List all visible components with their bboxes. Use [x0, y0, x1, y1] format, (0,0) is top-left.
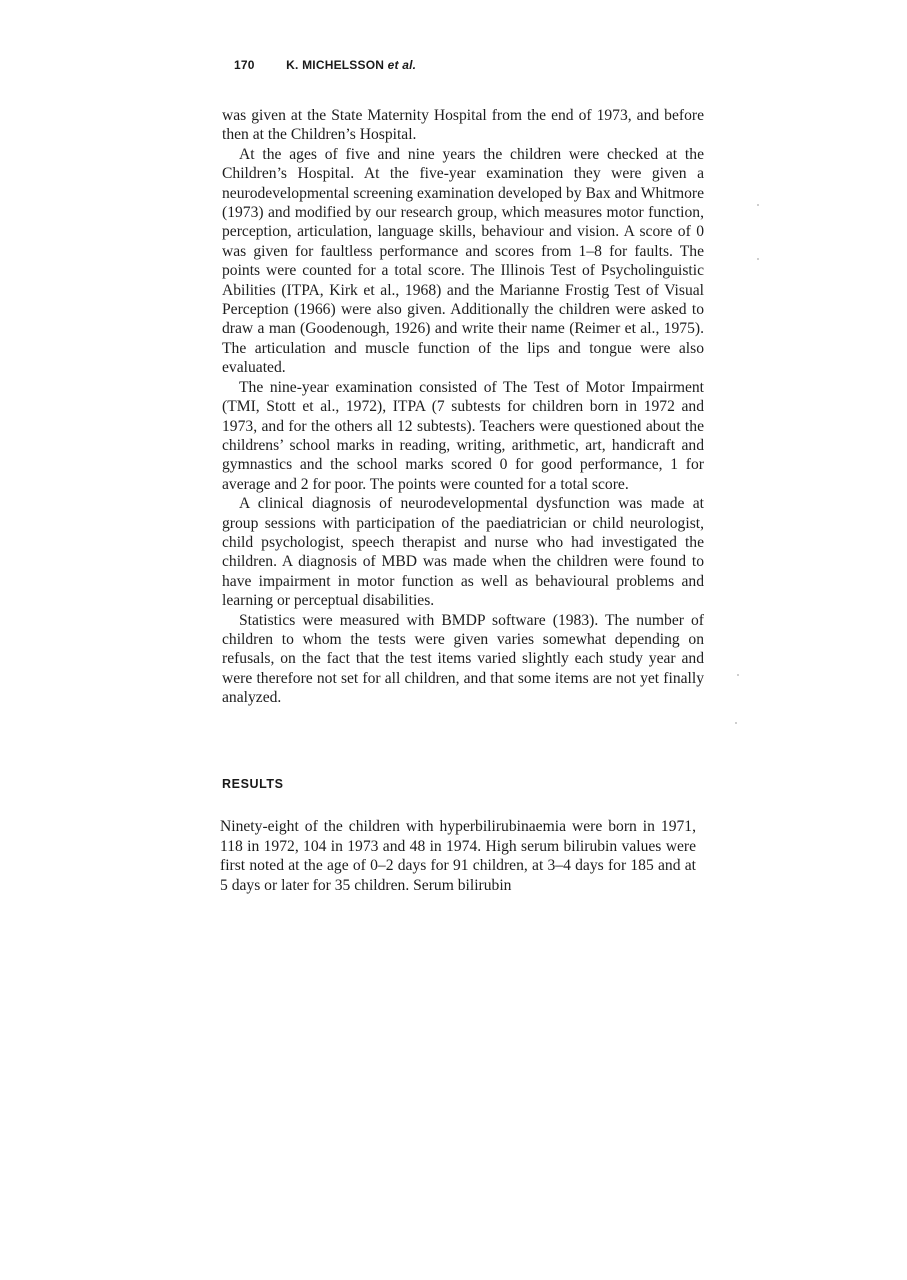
scan-speck: [757, 258, 759, 260]
section-heading-results: RESULTS: [222, 777, 284, 791]
paragraph-five-year-exam: At the ages of five and nine years the children were checked at the Children’s Hospital. At the five-year examination they were given a neurodevelopmental screening examination developed by Bax and Whitmore (1973) and modified by our research group, which measures motor function, perception, articulation, language skills, behaviour and vision. A score of 0 was given for faultless performance and scores from 1–8 for faults. The points were counted for a total score. The Illinois Test of Psycholinguistic Abilities (ITPA, Kirk et al., 1968) and the Marianne Frostig Test of Visual Perception (1966) were also given. Additionally the children were asked to draw a man (Goodenough, 1926) and write their name (Reimer et al., 1975). The articulation and muscle function of the lips and tongue were also evaluated.: [222, 145, 704, 377]
paragraph-results: Ninety-eight of the children with hyperbilirubinaemia were born in 1971, 118 in 1972, 104 in 1973 and 48 in 1974. High serum bilirubin values were first noted at the age of 0–2 days for 91 children, at 3–4 days for 185 and at 5 days or later for 35 children. Serum bilirubin: [220, 818, 696, 894]
paragraph-nine-year-exam: The nine-year examination consisted of The Test of Motor Impairment (TMI, Stott et al., 1972), ITPA (7 subtests for children born in 1972 and 1973, and for the others all 12 subtests). Teachers were questioned about the childrens’ school marks in reading, writing, arithmetic, art, handicraft and gymnastics and the school marks scored 0 for good performance, 1 for average and 2 for poor. The points were counted for a total score.: [222, 378, 704, 493]
scan-speck: [735, 722, 737, 724]
running-head: [234, 58, 416, 72]
running-head-author: K. MICHELSSON: [286, 58, 385, 72]
paragraph-continued: was given at the State Maternity Hospital from the end of 1973, and before then at the Children’s Hospital.: [222, 107, 704, 144]
page-number: 170: [234, 58, 255, 72]
paragraph-statistics: Statistics were measured with BMDP software (1983). The number of children to whom the tests were given varies somewhat depending on refusals, on the fact that the test items varied slightly each study year and were therefore not set for all children, and that some items are not yet finally analyzed.: [222, 611, 704, 707]
paragraph-clinical-diagnosis: A clinical diagnosis of neurodevelopmental dysfunction was made at group sessions with participation of the paediatrician or child neurologist, child psychologist, speech therapist and nurse who had investigated the children. A diagnosis of MBD was made when the children were found to have impairment in motor function as well as behavioural problems and learning or perceptual disabilities.: [222, 495, 704, 610]
results-body-text: [220, 817, 696, 895]
scan-speck: [757, 204, 759, 206]
running-head-etal: et al.: [387, 58, 417, 72]
methods-body-text: [222, 106, 704, 708]
scan-speck: [737, 674, 739, 676]
